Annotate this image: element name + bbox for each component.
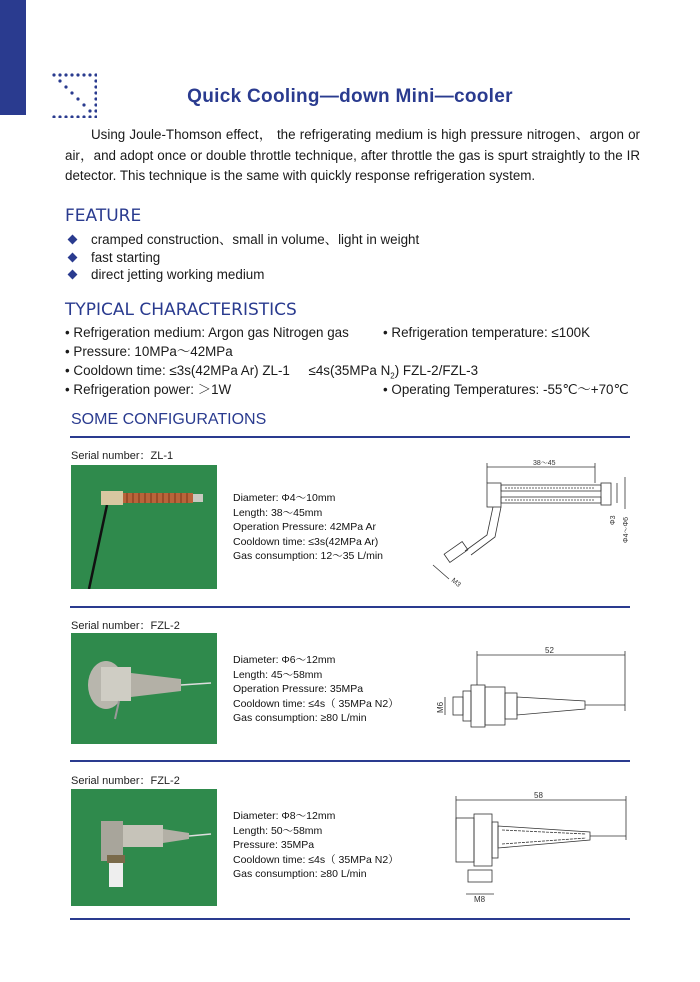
spec-line: Length: 50～58mm xyxy=(233,824,323,837)
list-item xyxy=(65,231,419,249)
cooldown-text-b: ≤4s(35MPa N xyxy=(308,363,391,378)
cooldown-text: • Cooldown time: ≤3s(42MPa Ar) ZL-1 xyxy=(65,363,290,378)
intro-paragraph: Using Joule-Thomson effect， the refrigerating medium is high pressure nitrogen、argon or air，and adopt once or double throttle technique, after throttle the gas is spurt straightly to the IR detector. This technique is the same with quickly response refrigeration system. xyxy=(65,127,640,183)
power-text: • Refrigeration power: ＞1W xyxy=(65,382,232,397)
divider xyxy=(70,606,630,608)
dim-label: M8 xyxy=(474,895,486,904)
spec-list xyxy=(233,653,399,726)
feature-text: fast starting xyxy=(91,249,161,265)
divider xyxy=(70,436,630,438)
serial-number: Serial number：FZL-2 xyxy=(71,620,180,632)
spec-line: Operation Pressure: 35MPa xyxy=(233,683,364,696)
feature-text: cramped construction、small in volume、light in weight xyxy=(91,232,420,247)
temperature-text: • Refrigeration temperature: ≤100K xyxy=(383,325,591,340)
operating-text: • Operating Temperatures: -55℃～+70℃ xyxy=(383,382,629,397)
product-photo-zl1 xyxy=(71,465,217,589)
dim-label: M6 xyxy=(436,701,445,713)
typical-heading: TYPICAL CHARACTERISTICS xyxy=(65,300,297,320)
feature-text: direct jetting working medium xyxy=(91,267,265,282)
spec-line: Length: 38～45mm xyxy=(233,506,323,519)
feature-heading: FEATURE xyxy=(65,206,142,226)
technical-drawing-zl1 xyxy=(425,455,635,595)
spec-line: Cooldown time: ≤4s（ 35MPa N2） xyxy=(233,853,399,866)
spec-line: Cooldown time: ≤4s（ 35MPa N2） xyxy=(233,697,399,710)
spec-list xyxy=(233,809,399,882)
spec-line: Length: 45～58mm xyxy=(233,668,323,681)
spec-line: Cooldown time: ≤3s(42MPa Ar) xyxy=(233,535,379,548)
divider xyxy=(70,760,630,762)
diamond-bullet-icon xyxy=(68,252,78,262)
dim-label: 38～45 xyxy=(533,460,556,467)
dim-label: M3 xyxy=(449,577,462,589)
spec-line: Diameter: Φ6～12mm xyxy=(233,654,336,666)
spec-line: Gas consumption: 12～35 L/min xyxy=(233,550,383,563)
cooldown-subscript: 2 xyxy=(390,371,395,381)
dim-label: Φ4～Φ6 xyxy=(623,517,630,543)
divider xyxy=(70,918,630,920)
spec-line: Diameter: Φ4～10mm xyxy=(233,492,336,504)
dim-label: 58 xyxy=(534,791,543,800)
medium-text: • Refrigeration medium: Argon gas Nitrogen gas xyxy=(65,325,349,340)
list-item xyxy=(65,249,419,267)
spec-line: Gas consumption: ≥80 L/min xyxy=(233,712,367,725)
technical-drawing-fzl2 xyxy=(435,645,630,740)
technical-drawing-fzl2b xyxy=(440,790,630,905)
page-title: Quick Cooling—down Mini—cooler xyxy=(187,86,513,107)
product-photo-fzl2 xyxy=(71,633,217,744)
dim-label: 52 xyxy=(545,646,554,655)
spec-line: Gas consumption: ≥80 L/min xyxy=(233,868,367,881)
dim-label: Φ3 xyxy=(610,515,617,525)
spec-list xyxy=(233,491,383,564)
spec-line: Pressure: 35MPa xyxy=(233,839,315,852)
diamond-bullet-icon xyxy=(68,235,78,245)
list-item xyxy=(65,266,419,284)
cooldown-text-c: ) FZL-2/FZL-3 xyxy=(394,363,479,378)
configurations-heading: SOME CONFIGURATIONS xyxy=(71,411,267,428)
serial-number: Serial number：FZL-2 xyxy=(71,775,180,787)
serial-number: Serial number：ZL-1 xyxy=(71,450,174,462)
feature-list xyxy=(65,231,419,284)
pressure-text: • Pressure: 10MPa～42MPa xyxy=(65,344,233,359)
product-photo-fzl2b xyxy=(71,789,217,906)
spec-line: Diameter: Φ8～12mm xyxy=(233,810,336,822)
diamond-bullet-icon xyxy=(68,270,78,280)
typical-characteristics xyxy=(65,323,665,399)
spec-line: Operation Pressure: 42MPa Ar xyxy=(233,521,376,534)
